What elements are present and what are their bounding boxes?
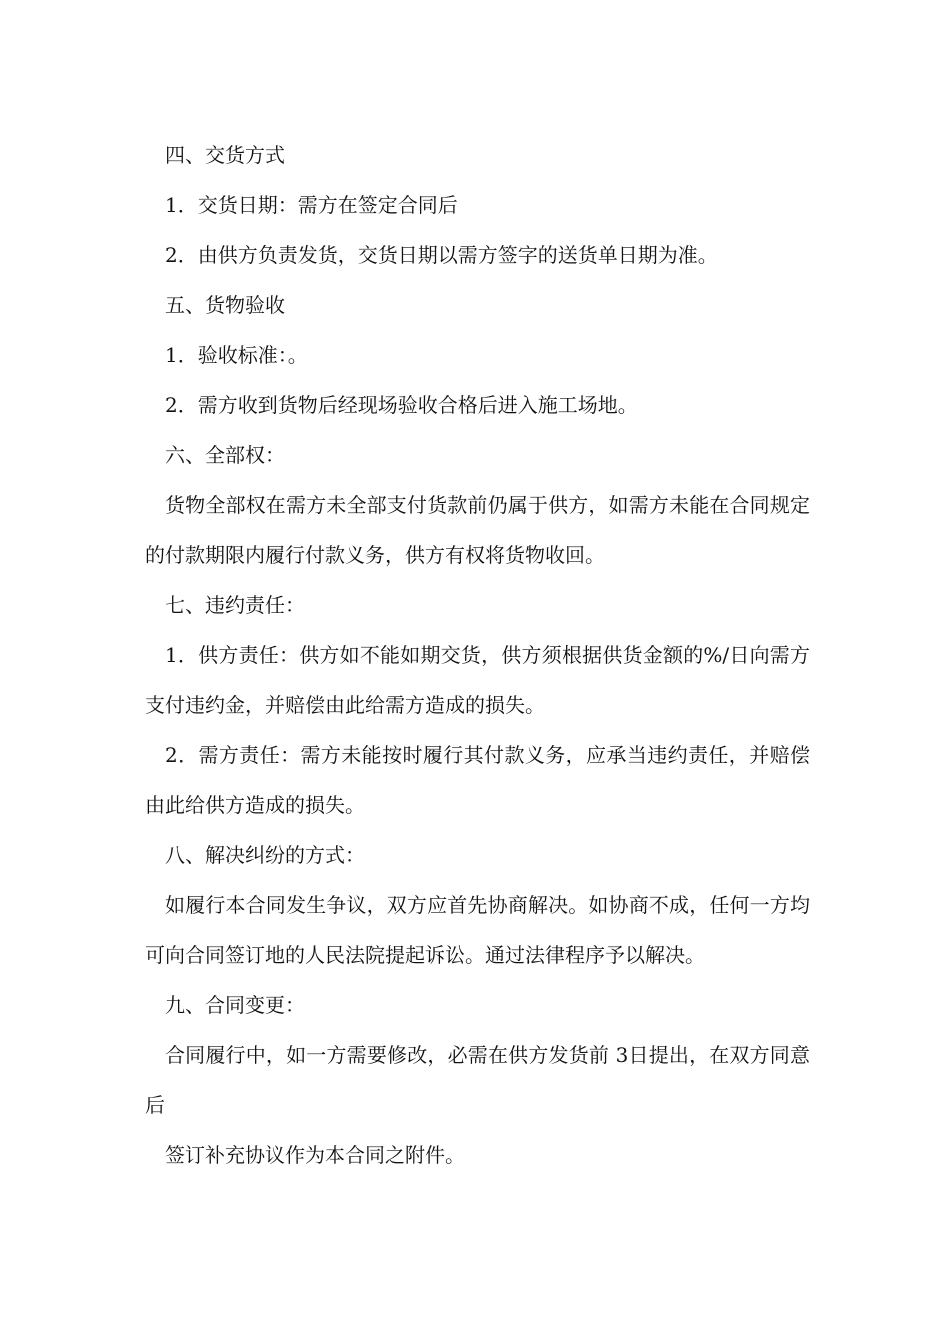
section-heading-liability: 七、违约责任： xyxy=(165,593,305,617)
paragraph-ownership: 货物全部权在需方未全部支付货款前仍属于供方，如需方未能在合同规定的付款期限内履行付款义务，供方有权将货物收回。 xyxy=(145,493,810,567)
contract-body xyxy=(145,130,810,1180)
section-heading-delivery: 四、交货方式 xyxy=(165,143,285,167)
section-heading-ownership: 六、全部权： xyxy=(165,443,285,467)
clause-acceptance-standard: 1．验收标准：。 xyxy=(165,343,308,367)
section-heading-acceptance: 五、货物验收 xyxy=(165,293,285,317)
section-heading-changes: 九、合同变更： xyxy=(165,993,305,1017)
clause-delivery-shipping: 2．由供方负责发货，交货日期以需方签字的送货单日期为准。 xyxy=(165,243,718,267)
paragraph-changes-supplement: 签订补充协议作为本合同之附件。 xyxy=(165,1143,465,1167)
paragraph-changes: 合同履行中，如一方需要修改，必需在供方发货前 3日提出，在双方同意后 xyxy=(145,1043,810,1117)
clause-acceptance-inspection: 2．需方收到货物后经现场验收合格后进入施工场地。 xyxy=(165,393,638,417)
paragraph-disputes: 如履行本合同发生争议，双方应首先协商解决。如协商不成，任何一方均可向合同签订地的人民法院提起诉讼。通过法律程序予以解决。 xyxy=(145,893,810,967)
section-heading-disputes: 八、解决纠纷的方式： xyxy=(165,843,365,867)
clause-buyer-liability: 2．需方责任：需方未能按时履行其付款义务，应承当违约责任，并赔偿由此给供方造成的损失。 xyxy=(145,743,810,817)
clause-delivery-date: 1．交货日期：需方在签定合同后 xyxy=(165,193,458,217)
clause-supplier-liability: 1．供方责任：供方如不能如期交货，供方须根据供货金额的%/日向需方支付违约金，并赔偿由此给需方造成的损失。 xyxy=(145,643,810,717)
